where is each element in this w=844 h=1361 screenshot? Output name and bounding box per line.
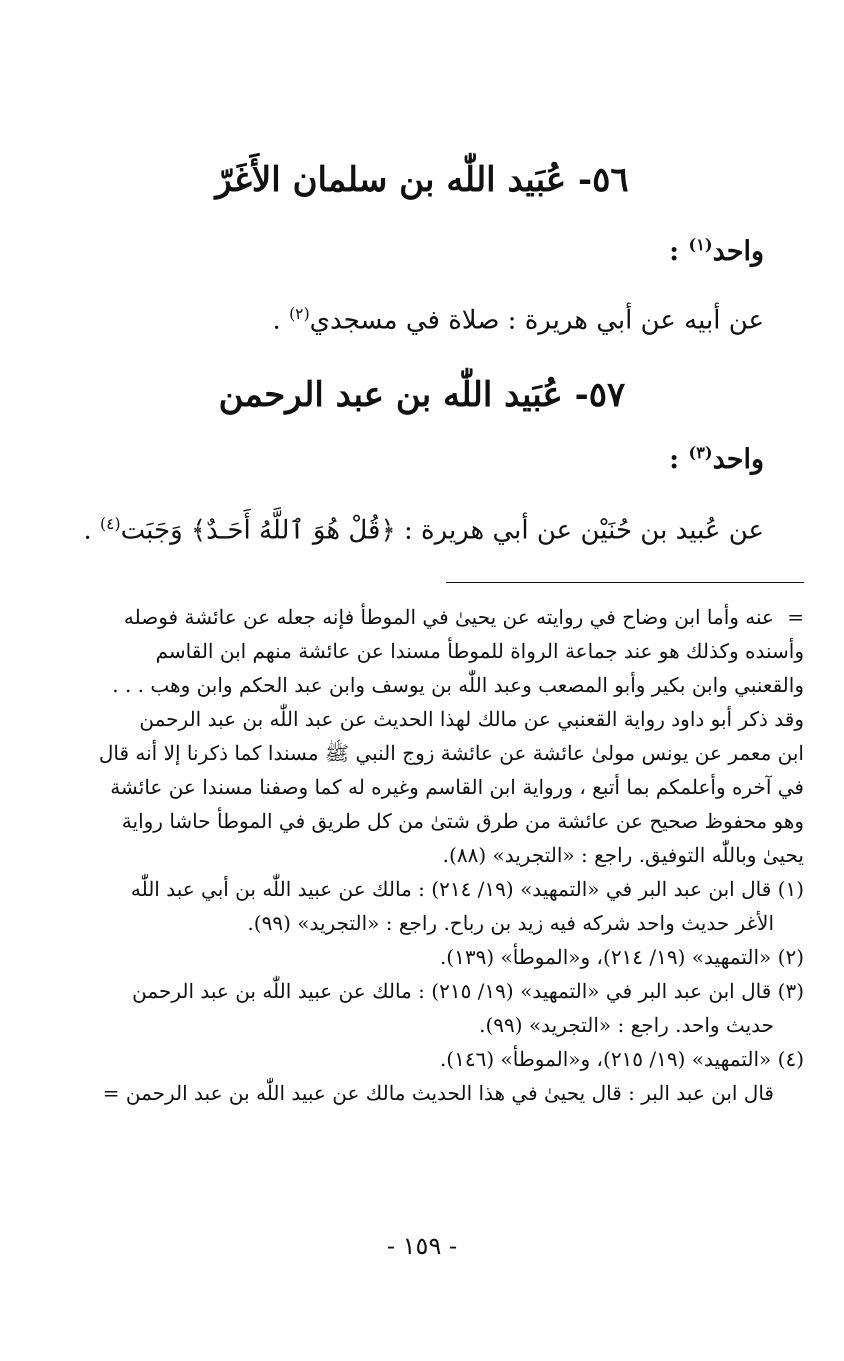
footnote-line: يحيىٰ وباللّٰه التوفيق. راجع : «التجريد» (٨٨). <box>442 843 804 867</box>
narration-2 <box>0 515 764 546</box>
narration-text: عن عُبيد بن حُنَيْن عن أبي هريرة : ﴿قُلْ هُوَ ٱللَّهُ أَحَـدٌ﴾ وَجَبَت <box>120 515 764 546</box>
footnote-ref-2: (٢) <box>289 305 310 323</box>
continuation-mark: = <box>787 605 804 629</box>
footnote-line: وأسنده وكذلك هو عند جماعة الرواة للموطأ مسندا عن عائشة منهم ابن القاسم <box>155 639 804 663</box>
footnote-line: = عنه وأما ابن وضاح في روايته عن يحيىٰ في الموطأ فإنه جعله عن عائشة فوصله <box>40 600 804 634</box>
footnote-line: والقعنبي وابن بكير وأبو المصعب وعبد اللّٰه بن يوسف وابن عبد الحكم وابن وهب . . . <box>112 673 804 697</box>
chapter-heading-56: ٥٦- عُبَيد اللّٰه بن سلمان الأَغَرّ <box>215 160 629 200</box>
hadith-count-label-1 <box>0 235 764 267</box>
footnote-continues-next-page: قال ابن عبد البر : قال يحيىٰ في هذا الحديث مالك عن عبيد اللّٰه بن عبد الرحمن = <box>102 1081 774 1105</box>
narration-end: . <box>272 305 290 336</box>
narration-1 <box>0 305 764 336</box>
footnote-line: وقد ذكر أبو داود رواية القعنبي عن مالك لهذا الحديث عن عبد اللّٰه بن عبد الرحمن <box>139 707 804 731</box>
label-colon: : <box>669 444 689 475</box>
footnote-ref-4: (٤) <box>100 515 121 533</box>
hadith-count-label-2 <box>0 443 764 475</box>
footnote-separator <box>446 582 804 583</box>
footnotes <box>40 600 804 1110</box>
page-number: - ١٥٩ - <box>386 1232 458 1260</box>
footnote-3: (٣) قال ابن عبد البر في «التمهيد» (١٩/ ٢١٥) : مالك عن عبيد اللّٰه بن عبد الرحمن <box>132 979 804 1003</box>
footnote-line: في آخره وأعلمكم بما أتبع ، ورواية ابن القاسم وغيره له كما وصفنا مسندا عن عائشة <box>110 775 804 799</box>
footnote-3-cont: حديث واحد. راجع : «التجريد» (٩٩). <box>479 1013 774 1037</box>
footnote-4: (٤) «التمهيد» (١٩/ ٢١٥)، و«الموطأ» (١٤٦). <box>439 1047 804 1071</box>
narration-end: . <box>83 515 101 546</box>
count-label-text: واحد <box>712 444 764 475</box>
footnote-line: وهو محفوظ صحيح عن عائشة من طرق شتىٰ من كل طريق في الموطأ حاشا رواية <box>121 809 804 833</box>
count-label-text: واحد <box>712 236 764 267</box>
chapter-heading-57: ٥٧- عُبَيد اللّٰه بن عبد الرحمن <box>218 375 626 415</box>
footnote-ref-3: (٣) <box>688 443 713 462</box>
footnote-1-cont: الأغر حديث واحد شركه فيه زيد بن رباح. راجع : «التجريد» (٩٩). <box>247 911 774 935</box>
footnote-ref-1: (١) <box>688 235 713 254</box>
label-colon: : <box>669 236 689 267</box>
footnote-line: ابن معمر عن يونس مولىٰ عائشة عن عائشة زوج النبي ﷺ مسندا كما ذكرنا إلا أنه قال <box>98 741 804 765</box>
footnote-1: (١) قال ابن عبد البر في «التمهيد» (١٩/ ٢١٤) : مالك عن عبيد اللّٰه بن أبي عبد اللّٰه <box>130 877 804 901</box>
narration-text: عن أبيه عن أبي هريرة : صلاة في مسجدي <box>309 305 764 336</box>
footnote-2: (٢) «التمهيد» (١٩/ ٢١٤)، و«الموطأ» (١٣٩). <box>439 945 804 969</box>
